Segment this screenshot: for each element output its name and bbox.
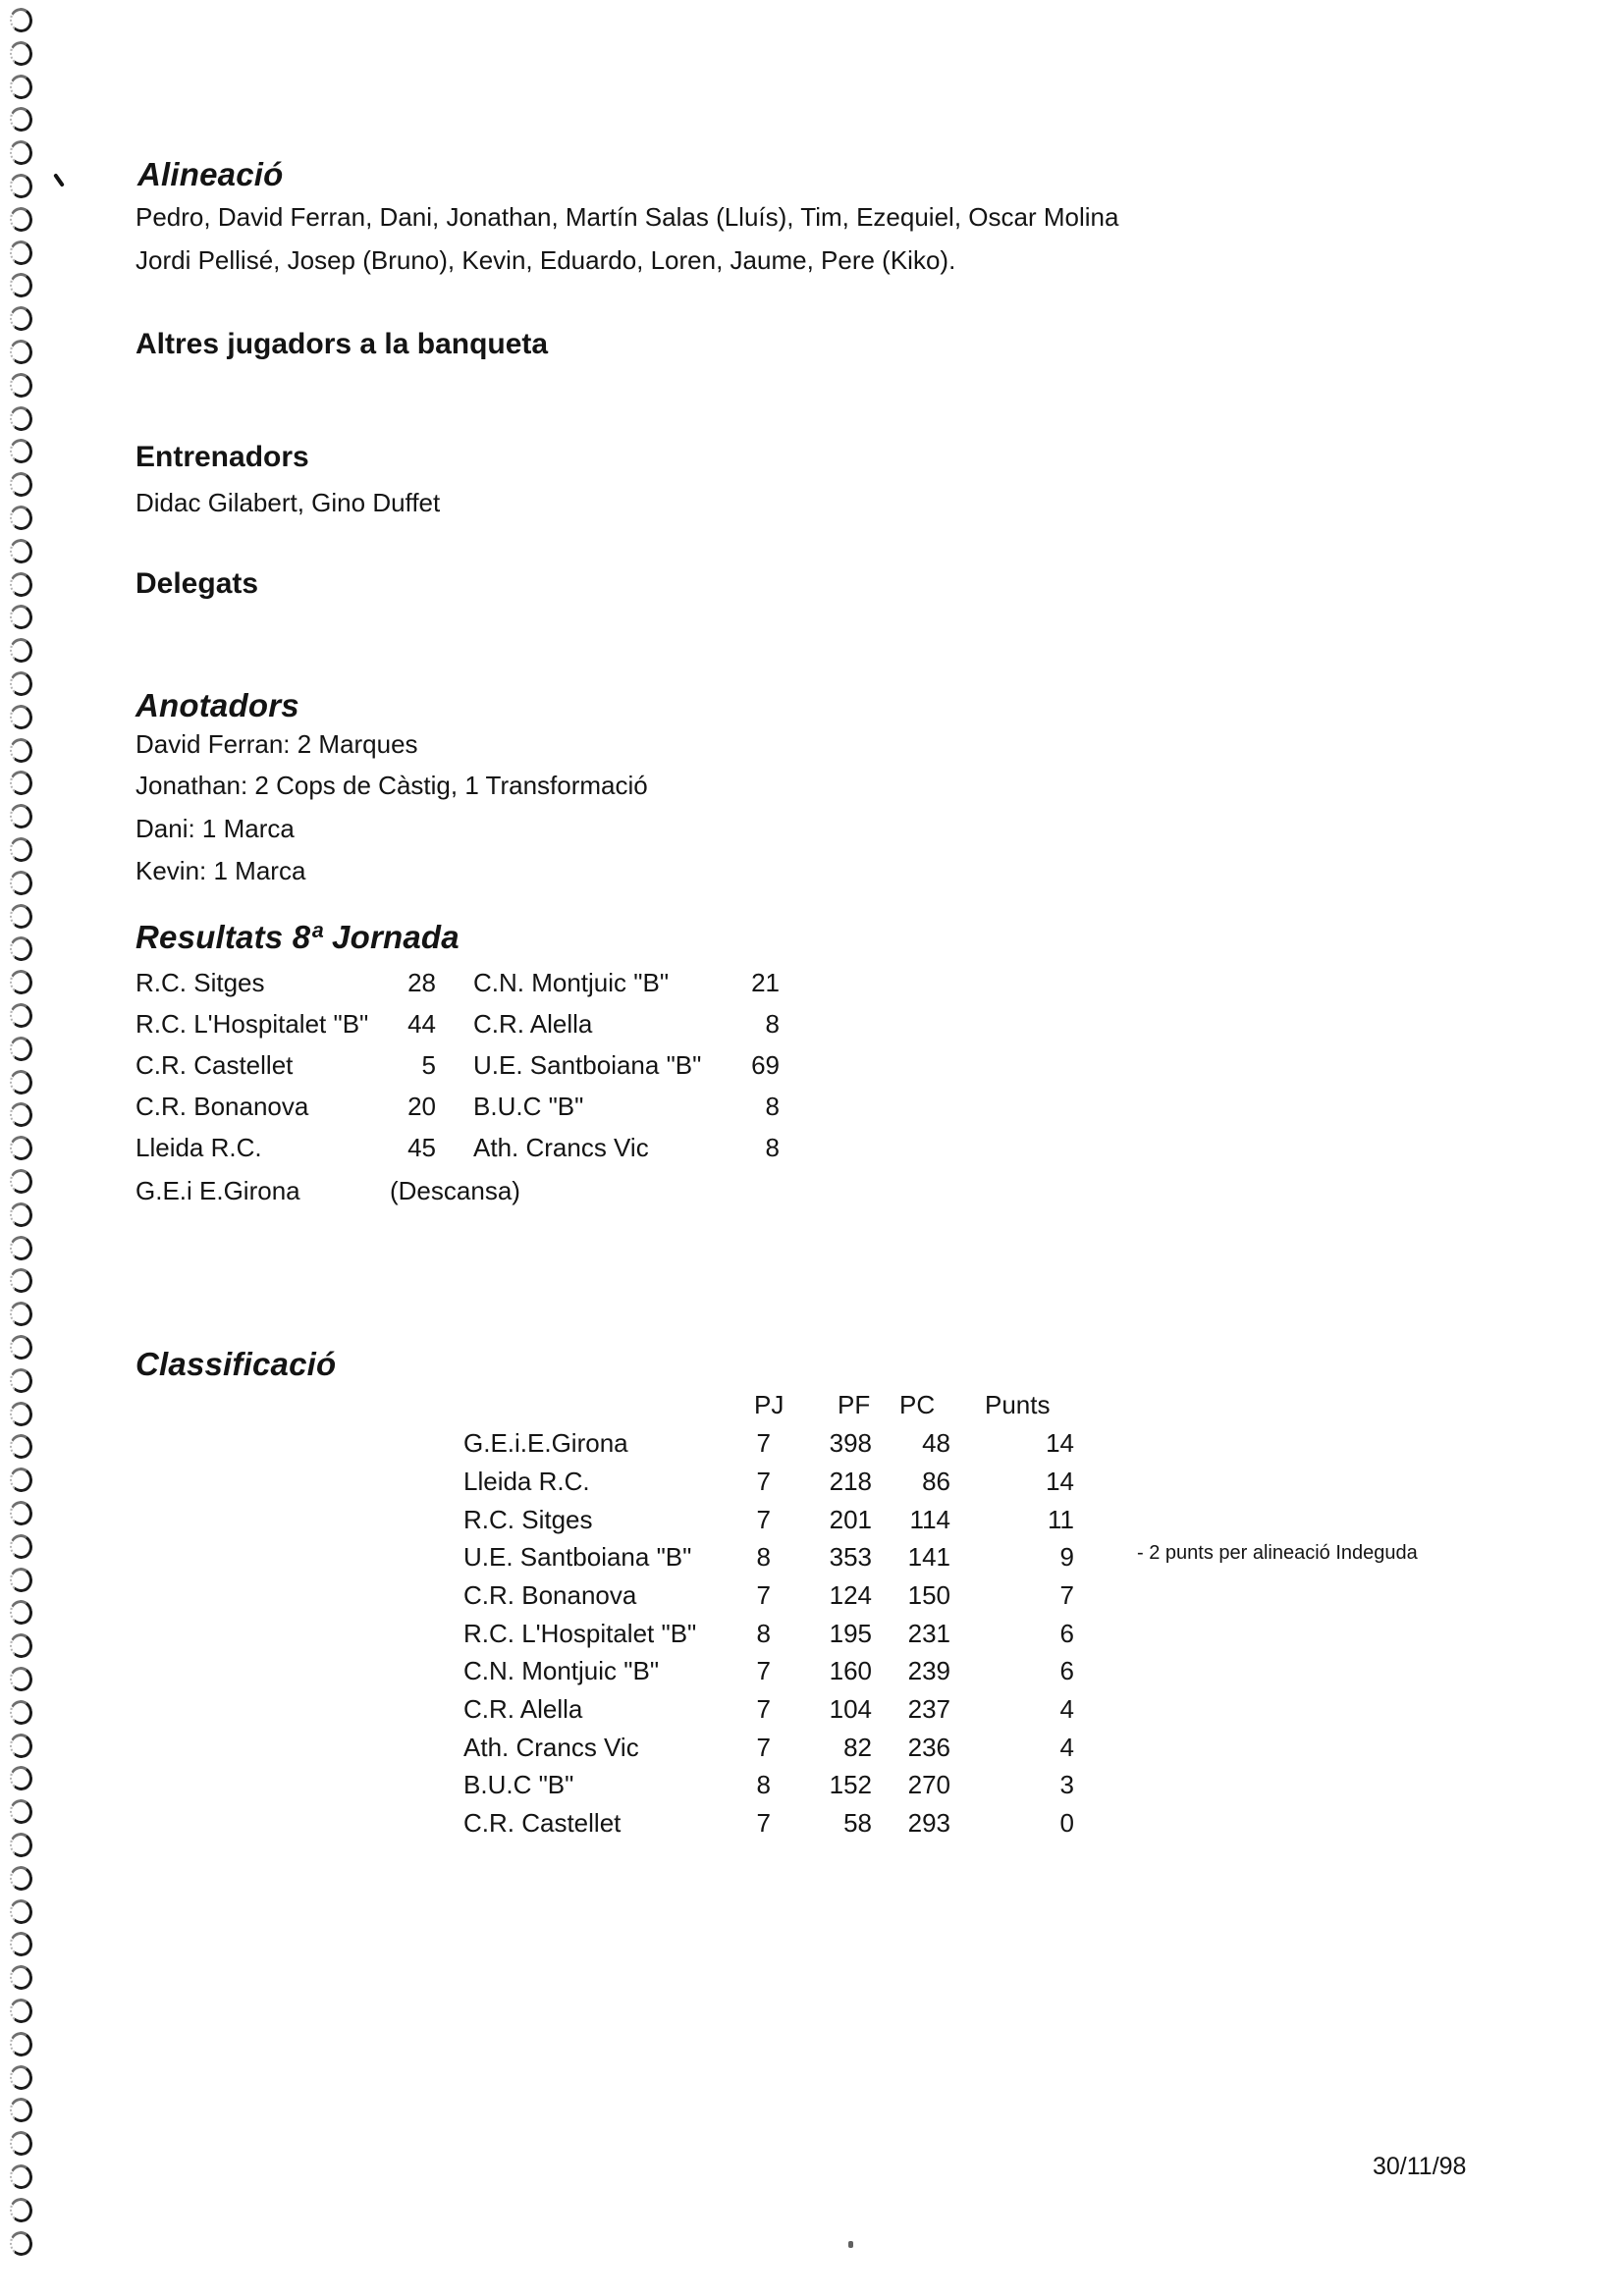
pc-value: 150 bbox=[907, 1580, 950, 1610]
pf-value: 160 bbox=[829, 1656, 872, 1685]
column-header-pc: PC bbox=[899, 1390, 936, 1419]
column-header-pj: PJ bbox=[754, 1390, 784, 1419]
team-name: C.R. Castellet bbox=[463, 1808, 622, 1838]
binding-ring-icon bbox=[8, 802, 34, 830]
pj-value: 7 bbox=[756, 1694, 771, 1724]
punts-value: 4 bbox=[1059, 1694, 1074, 1724]
away-score: 69 bbox=[751, 1050, 780, 1080]
binding-ring-icon bbox=[8, 537, 34, 565]
pc-value: 237 bbox=[907, 1694, 950, 1724]
classification-row bbox=[0, 1808, 1623, 1846]
home-score: 20 bbox=[407, 1092, 436, 1121]
anotadors-line: Dani: 1 Marca bbox=[135, 814, 295, 843]
binding-ring-icon bbox=[8, 504, 34, 532]
binding-ring-icon bbox=[8, 1267, 34, 1296]
team-name: C.R. Bonanova bbox=[463, 1580, 637, 1610]
team-name: B.U.C "B" bbox=[463, 1770, 574, 1799]
binding-ring-icon bbox=[8, 2163, 34, 2191]
home-score: 44 bbox=[407, 1009, 436, 1039]
section-title-resultats: Resultats 8ª Jornada bbox=[135, 919, 460, 955]
pj-value: 7 bbox=[756, 1505, 771, 1534]
binding-ring-icon bbox=[8, 304, 34, 333]
classification-row bbox=[0, 1694, 1623, 1733]
binding-ring-icon bbox=[8, 172, 34, 200]
home-team: C.R. Bonanova bbox=[135, 1092, 309, 1121]
away-team: C.N. Montjuic "B" bbox=[473, 968, 670, 997]
pf-value: 82 bbox=[843, 1733, 872, 1762]
result-row bbox=[0, 1176, 1623, 1217]
team-name: R.C. L'Hospitalet "B" bbox=[463, 1619, 697, 1648]
pen-tick-mark bbox=[53, 173, 65, 187]
pf-value: 58 bbox=[843, 1808, 872, 1838]
result-row bbox=[0, 1092, 1623, 1133]
binding-ring-icon bbox=[8, 1366, 34, 1395]
binding-ring-icon bbox=[8, 935, 34, 964]
punts-value: 14 bbox=[1046, 1467, 1074, 1496]
result-row bbox=[0, 968, 1623, 1009]
pc-value: 270 bbox=[907, 1770, 950, 1799]
binding-ring-icon bbox=[8, 1997, 34, 2025]
binding-ring-icon bbox=[8, 636, 34, 665]
punts-value: 4 bbox=[1059, 1733, 1074, 1762]
away-score: 8 bbox=[765, 1092, 780, 1121]
binding-ring-icon bbox=[8, 2030, 34, 2058]
pc-value: 236 bbox=[907, 1733, 950, 1762]
binding-ring-icon bbox=[8, 835, 34, 864]
pf-value: 104 bbox=[829, 1694, 872, 1724]
pj-value: 7 bbox=[756, 1580, 771, 1610]
pf-value: 398 bbox=[829, 1428, 872, 1458]
away-score: 8 bbox=[765, 1009, 780, 1039]
section-title-alineacio: Alineació bbox=[137, 156, 284, 192]
binding-ring-icon bbox=[8, 1400, 34, 1428]
binding-ring-icon bbox=[8, 138, 34, 167]
anotadors-line: Kevin: 1 Marca bbox=[135, 856, 306, 885]
home-score: 5 bbox=[421, 1050, 436, 1080]
classification-row bbox=[0, 1428, 1623, 1467]
pj-value: 7 bbox=[756, 1467, 771, 1496]
pj-value: 8 bbox=[756, 1542, 771, 1572]
result-row bbox=[0, 1050, 1623, 1092]
binding-ring-icon bbox=[8, 404, 34, 433]
binding-ring-icon bbox=[8, 669, 34, 698]
classification-row bbox=[0, 1580, 1623, 1619]
section-title-entrenadors: Entrenadors bbox=[135, 441, 309, 473]
alineacio-players-line-1: Pedro, David Ferran, Dani, Jonathan, Martín Salas (Lluís), Tim, Ezequiel, Oscar Molina bbox=[135, 202, 1119, 232]
binding-ring-icon bbox=[8, 239, 34, 267]
binding-ring-icon bbox=[8, 902, 34, 931]
punts-value: 9 bbox=[1059, 1542, 1074, 1572]
home-team: C.R. Castellet bbox=[135, 1050, 294, 1080]
punts-value: 7 bbox=[1059, 1580, 1074, 1610]
binding-ring-icon bbox=[8, 1897, 34, 1926]
team-name: Lleida R.C. bbox=[463, 1467, 590, 1496]
binding-ring-icon bbox=[8, 1931, 34, 1959]
penalty-note: - 2 punts per alineació Indeguda bbox=[1137, 1542, 1418, 1564]
classification-row bbox=[0, 1656, 1623, 1694]
pc-value: 141 bbox=[907, 1542, 950, 1572]
binding-ring-icon bbox=[8, 338, 34, 366]
result-row bbox=[0, 1009, 1623, 1050]
binding-ring-icon bbox=[8, 39, 34, 68]
binding-ring-icon bbox=[8, 1300, 34, 1328]
column-header-punts: Punts bbox=[985, 1390, 1051, 1419]
pf-value: 124 bbox=[829, 1580, 872, 1610]
pf-value: 152 bbox=[829, 1770, 872, 1799]
team-name: R.C. Sitges bbox=[463, 1505, 593, 1534]
pf-value: 353 bbox=[829, 1542, 872, 1572]
pf-value: 218 bbox=[829, 1467, 872, 1496]
away-team: C.R. Alella bbox=[473, 1009, 593, 1039]
team-name: Ath. Crancs Vic bbox=[463, 1733, 639, 1762]
result-row bbox=[0, 1133, 1623, 1174]
pj-value: 7 bbox=[756, 1428, 771, 1458]
classification-row bbox=[0, 1619, 1623, 1657]
pj-value: 7 bbox=[756, 1733, 771, 1762]
section-title-anotadors: Anotadors bbox=[135, 687, 299, 723]
binding-ring-icon bbox=[8, 2097, 34, 2125]
scan-speck bbox=[848, 2241, 853, 2248]
entrenadors-names: Didac Gilabert, Gino Duffet bbox=[135, 488, 441, 517]
pj-value: 8 bbox=[756, 1619, 771, 1648]
binding-ring-icon bbox=[8, 869, 34, 897]
punts-value: 6 bbox=[1059, 1656, 1074, 1685]
binding-ring-icon bbox=[8, 2229, 34, 2258]
binding-ring-icon bbox=[8, 2129, 34, 2158]
punts-value: 0 bbox=[1059, 1808, 1074, 1838]
pc-value: 239 bbox=[907, 1656, 950, 1685]
team-name: C.R. Alella bbox=[463, 1694, 583, 1724]
binding-ring-icon bbox=[8, 703, 34, 731]
team-name: C.N. Montjuic "B" bbox=[463, 1656, 660, 1685]
binding-ring-icon bbox=[8, 470, 34, 499]
binding-ring-icon bbox=[8, 570, 34, 599]
pc-value: 48 bbox=[922, 1428, 950, 1458]
classification-row bbox=[0, 1505, 1623, 1543]
home-score: 45 bbox=[407, 1133, 436, 1162]
away-team: U.E. Santboiana "B" bbox=[473, 1050, 702, 1080]
binding-ring-icon bbox=[8, 2196, 34, 2224]
pj-value: 8 bbox=[756, 1770, 771, 1799]
home-team: G.E.i E.Girona bbox=[135, 1176, 300, 1205]
away-team: Ath. Crancs Vic bbox=[473, 1133, 649, 1162]
section-title-delegats: Delegats bbox=[135, 567, 259, 600]
binding-ring-icon bbox=[8, 1333, 34, 1362]
away-score: 8 bbox=[765, 1133, 780, 1162]
pc-value: 114 bbox=[909, 1505, 950, 1534]
pj-value: 7 bbox=[756, 1808, 771, 1838]
binding-ring-icon bbox=[8, 2063, 34, 2092]
home-team: R.C. L'Hospitalet "B" bbox=[135, 1009, 369, 1039]
binding-ring-icon bbox=[8, 73, 34, 101]
away-score: 21 bbox=[751, 968, 780, 997]
pc-value: 86 bbox=[922, 1467, 950, 1496]
home-score: 28 bbox=[407, 968, 436, 997]
anotadors-line: David Ferran: 2 Marques bbox=[135, 729, 418, 759]
away-team: (Descansa) bbox=[390, 1176, 520, 1205]
pf-value: 201 bbox=[829, 1505, 872, 1534]
binding-ring-icon bbox=[8, 371, 34, 400]
classification-row bbox=[0, 1467, 1623, 1505]
binding-ring-icon bbox=[8, 604, 34, 632]
pc-value: 231 bbox=[907, 1619, 950, 1648]
column-header-pf: PF bbox=[838, 1390, 871, 1419]
classification-row bbox=[0, 1770, 1623, 1808]
alineacio-players-line-2: Jordi Pellisé, Josep (Bruno), Kevin, Eduardo, Loren, Jaume, Pere (Kiko). bbox=[135, 245, 956, 275]
classification-row bbox=[0, 1733, 1623, 1771]
team-name: U.E. Santboiana "B" bbox=[463, 1542, 692, 1572]
section-title-banqueta: Altres jugadors a la banqueta bbox=[135, 328, 549, 360]
punts-value: 11 bbox=[1048, 1505, 1074, 1534]
binding-ring-icon bbox=[8, 272, 34, 300]
classification-row bbox=[0, 1542, 1623, 1580]
binding-ring-icon bbox=[8, 205, 34, 234]
binding-ring-icon bbox=[8, 438, 34, 466]
away-team: B.U.C "B" bbox=[473, 1092, 584, 1121]
punts-value: 6 bbox=[1059, 1619, 1074, 1648]
punts-value: 3 bbox=[1059, 1770, 1074, 1799]
home-team: R.C. Sitges bbox=[135, 968, 265, 997]
home-team: Lleida R.C. bbox=[135, 1133, 262, 1162]
binding-ring-icon bbox=[8, 1963, 34, 1992]
binding-ring-icon bbox=[8, 106, 34, 134]
punts-value: 14 bbox=[1046, 1428, 1074, 1458]
team-name: G.E.i.E.Girona bbox=[463, 1428, 628, 1458]
binding-ring-icon bbox=[8, 1234, 34, 1262]
binding-ring-icon bbox=[8, 6, 34, 34]
section-title-classificacio: Classificació bbox=[135, 1346, 337, 1382]
pc-value: 293 bbox=[907, 1808, 950, 1838]
pj-value: 7 bbox=[756, 1656, 771, 1685]
pf-value: 195 bbox=[829, 1619, 872, 1648]
binding-ring-icon bbox=[8, 1864, 34, 1893]
binding-ring-icon bbox=[8, 770, 34, 798]
binding-ring-icon bbox=[8, 736, 34, 765]
document-date: 30/11/98 bbox=[1373, 2153, 1467, 2180]
anotadors-line: Jonathan: 2 Cops de Càstig, 1 Transformació bbox=[135, 771, 648, 800]
